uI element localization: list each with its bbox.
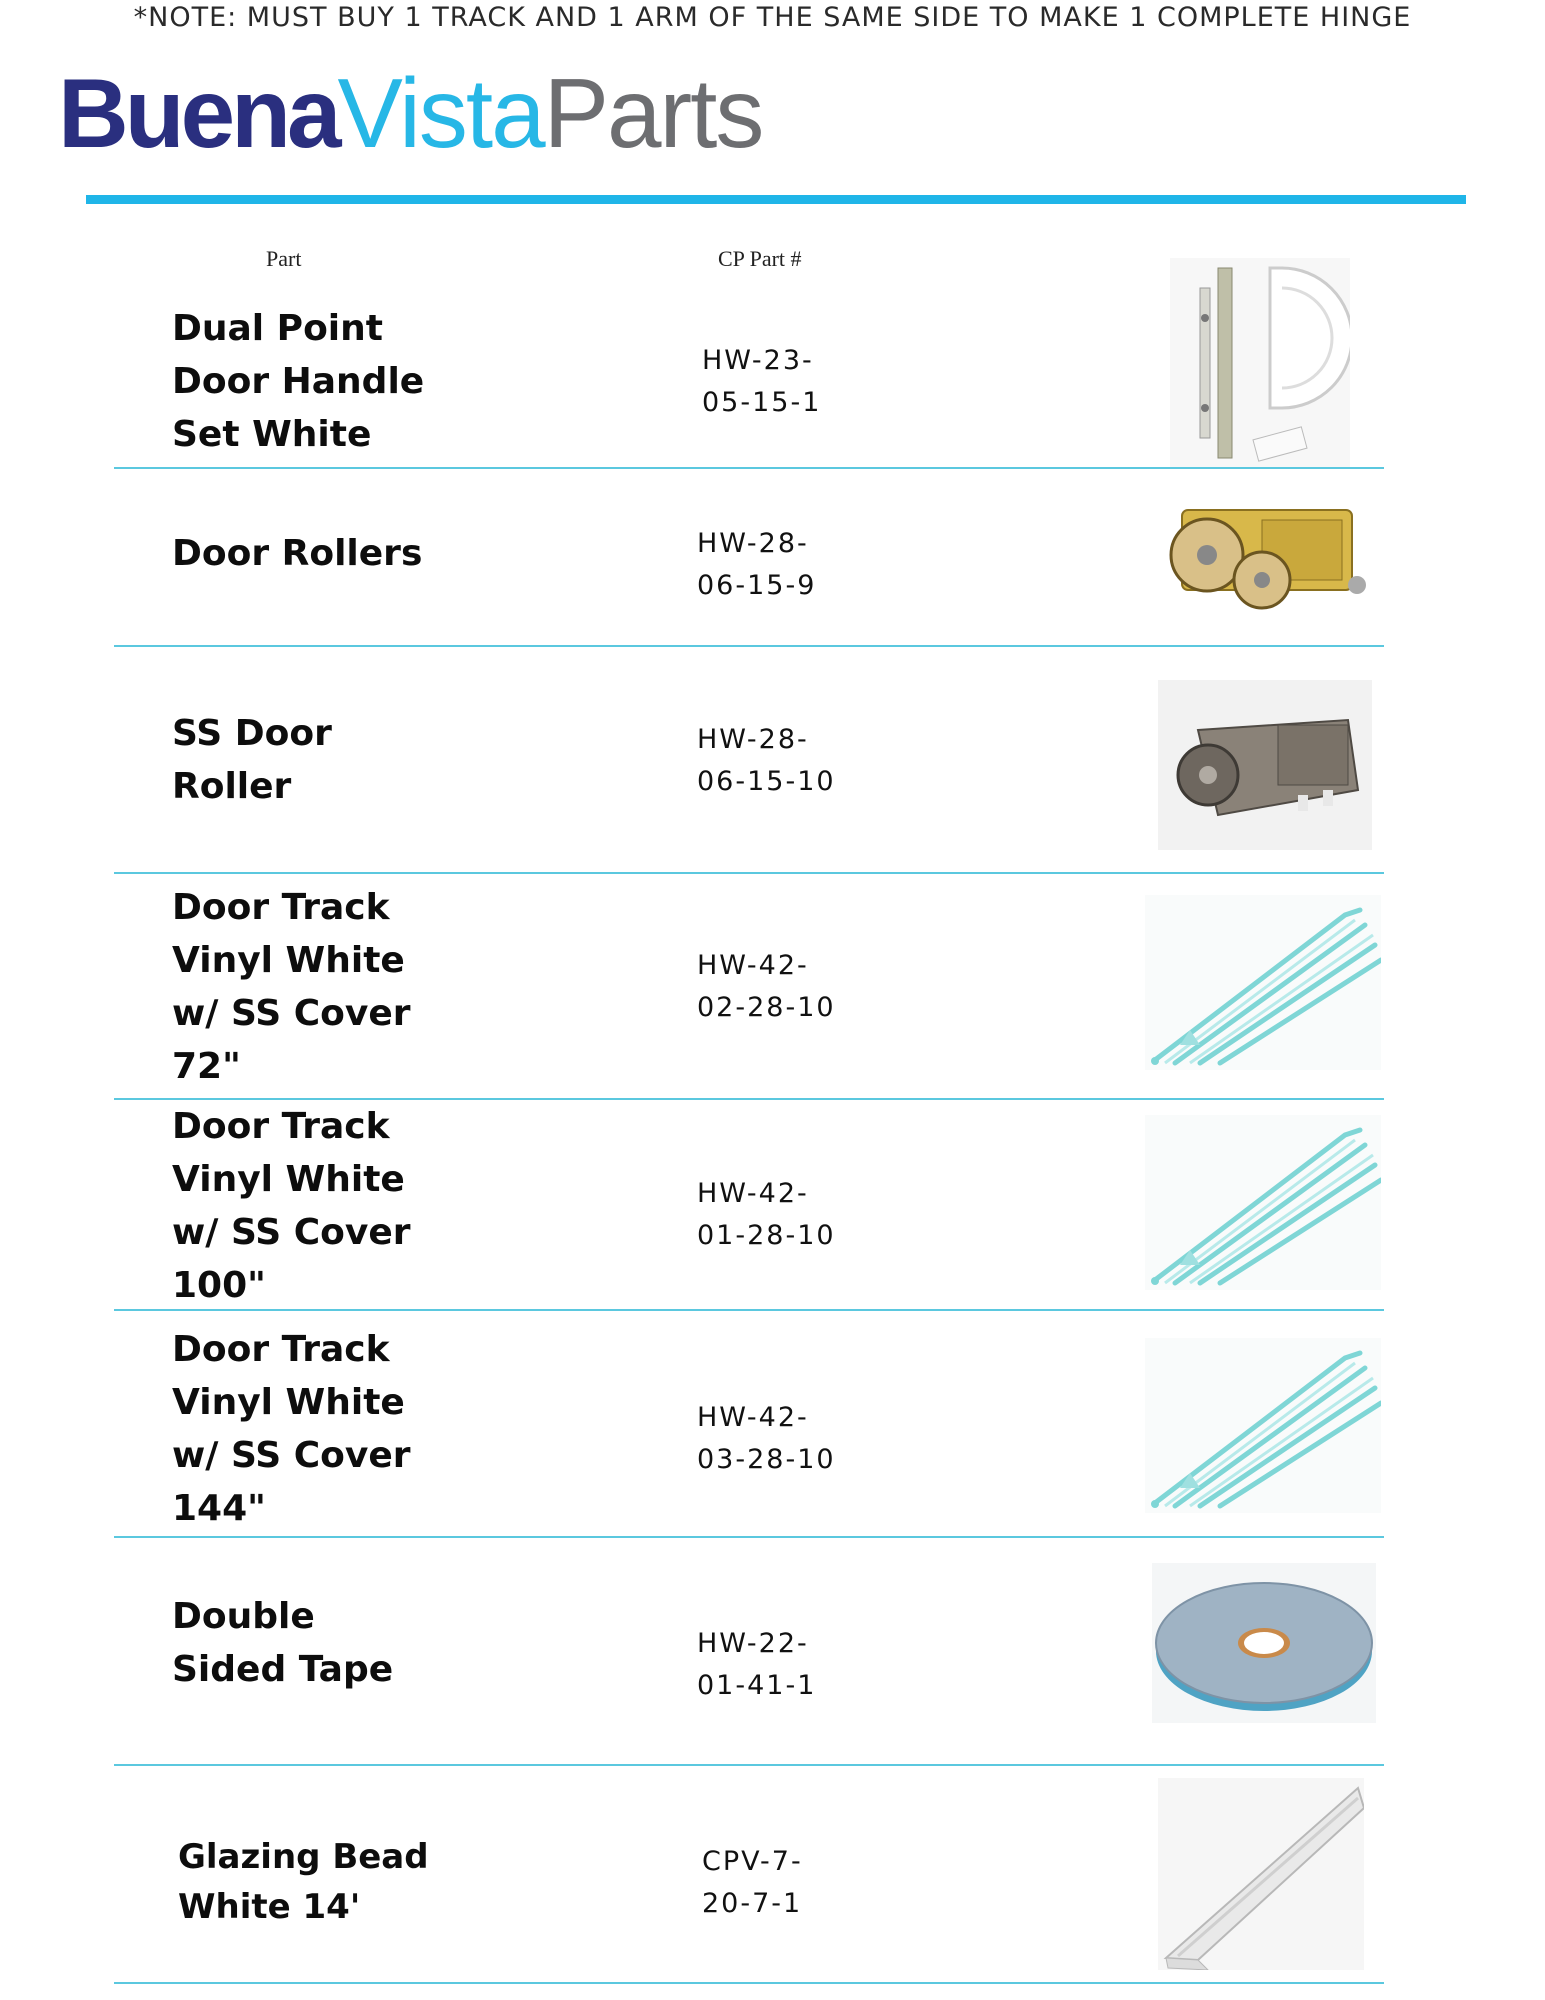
brand-logo [58, 58, 762, 168]
ss-door-roller-image [1158, 680, 1372, 850]
part-number: HW-42- 01-28-10 [697, 1178, 836, 1251]
part-name: Door Track Vinyl White w/ SS Cover 72" [172, 887, 411, 1087]
part-number: HW-22- 01-41-1 [697, 1628, 817, 1701]
header-rule [86, 195, 1466, 204]
door-track-image [1145, 1338, 1381, 1513]
door-rollers-image [1152, 500, 1372, 610]
logo-word-vista: Vista [337, 58, 544, 168]
row-separator [114, 1309, 1384, 1311]
part-number: HW-28- 06-15-9 [697, 528, 817, 601]
row-separator [114, 1982, 1384, 1984]
row-separator [114, 645, 1384, 647]
row-separator [114, 467, 1384, 469]
row-separator [114, 872, 1384, 874]
column-header-part: Part [266, 246, 302, 271]
logo-word-buena: Buena [58, 58, 338, 168]
part-number: HW-28- 06-15-10 [697, 724, 836, 797]
part-name: Glazing Bead White 14' [178, 1837, 429, 1927]
row-separator [114, 1764, 1384, 1766]
purchase-note: *NOTE: MUST BUY 1 TRACK AND 1 ARM OF THE SAME SIDE TO MAKE 1 COMPLETE HINGE [133, 2, 1412, 33]
part-name: Door Track Vinyl White w/ SS Cover 144" [172, 1329, 411, 1529]
part-name: Double Sided Tape [172, 1596, 394, 1690]
part-number: HW-42- 02-28-10 [697, 950, 836, 1023]
double-sided-tape-image [1152, 1563, 1376, 1723]
glazing-bead-image [1158, 1778, 1364, 1970]
part-number: HW-23- 05-15-1 [702, 345, 822, 418]
part-name: Door Track Vinyl White w/ SS Cover 100" [172, 1106, 411, 1306]
part-name: SS Door Roller [172, 713, 332, 807]
row-separator [114, 1536, 1384, 1538]
part-name: Dual Point Door Handle Set White [172, 308, 425, 455]
door-track-image [1145, 1115, 1381, 1290]
logo-word-parts: Parts [543, 58, 763, 168]
part-number: CPV-7- 20-7-1 [702, 1846, 803, 1919]
part-number: HW-42- 03-28-10 [697, 1402, 836, 1475]
door-handle-set-image [1170, 258, 1350, 468]
door-track-image [1145, 895, 1381, 1070]
part-name: Door Rollers [172, 533, 423, 574]
column-header-cp-part-number: CP Part # [718, 246, 802, 271]
